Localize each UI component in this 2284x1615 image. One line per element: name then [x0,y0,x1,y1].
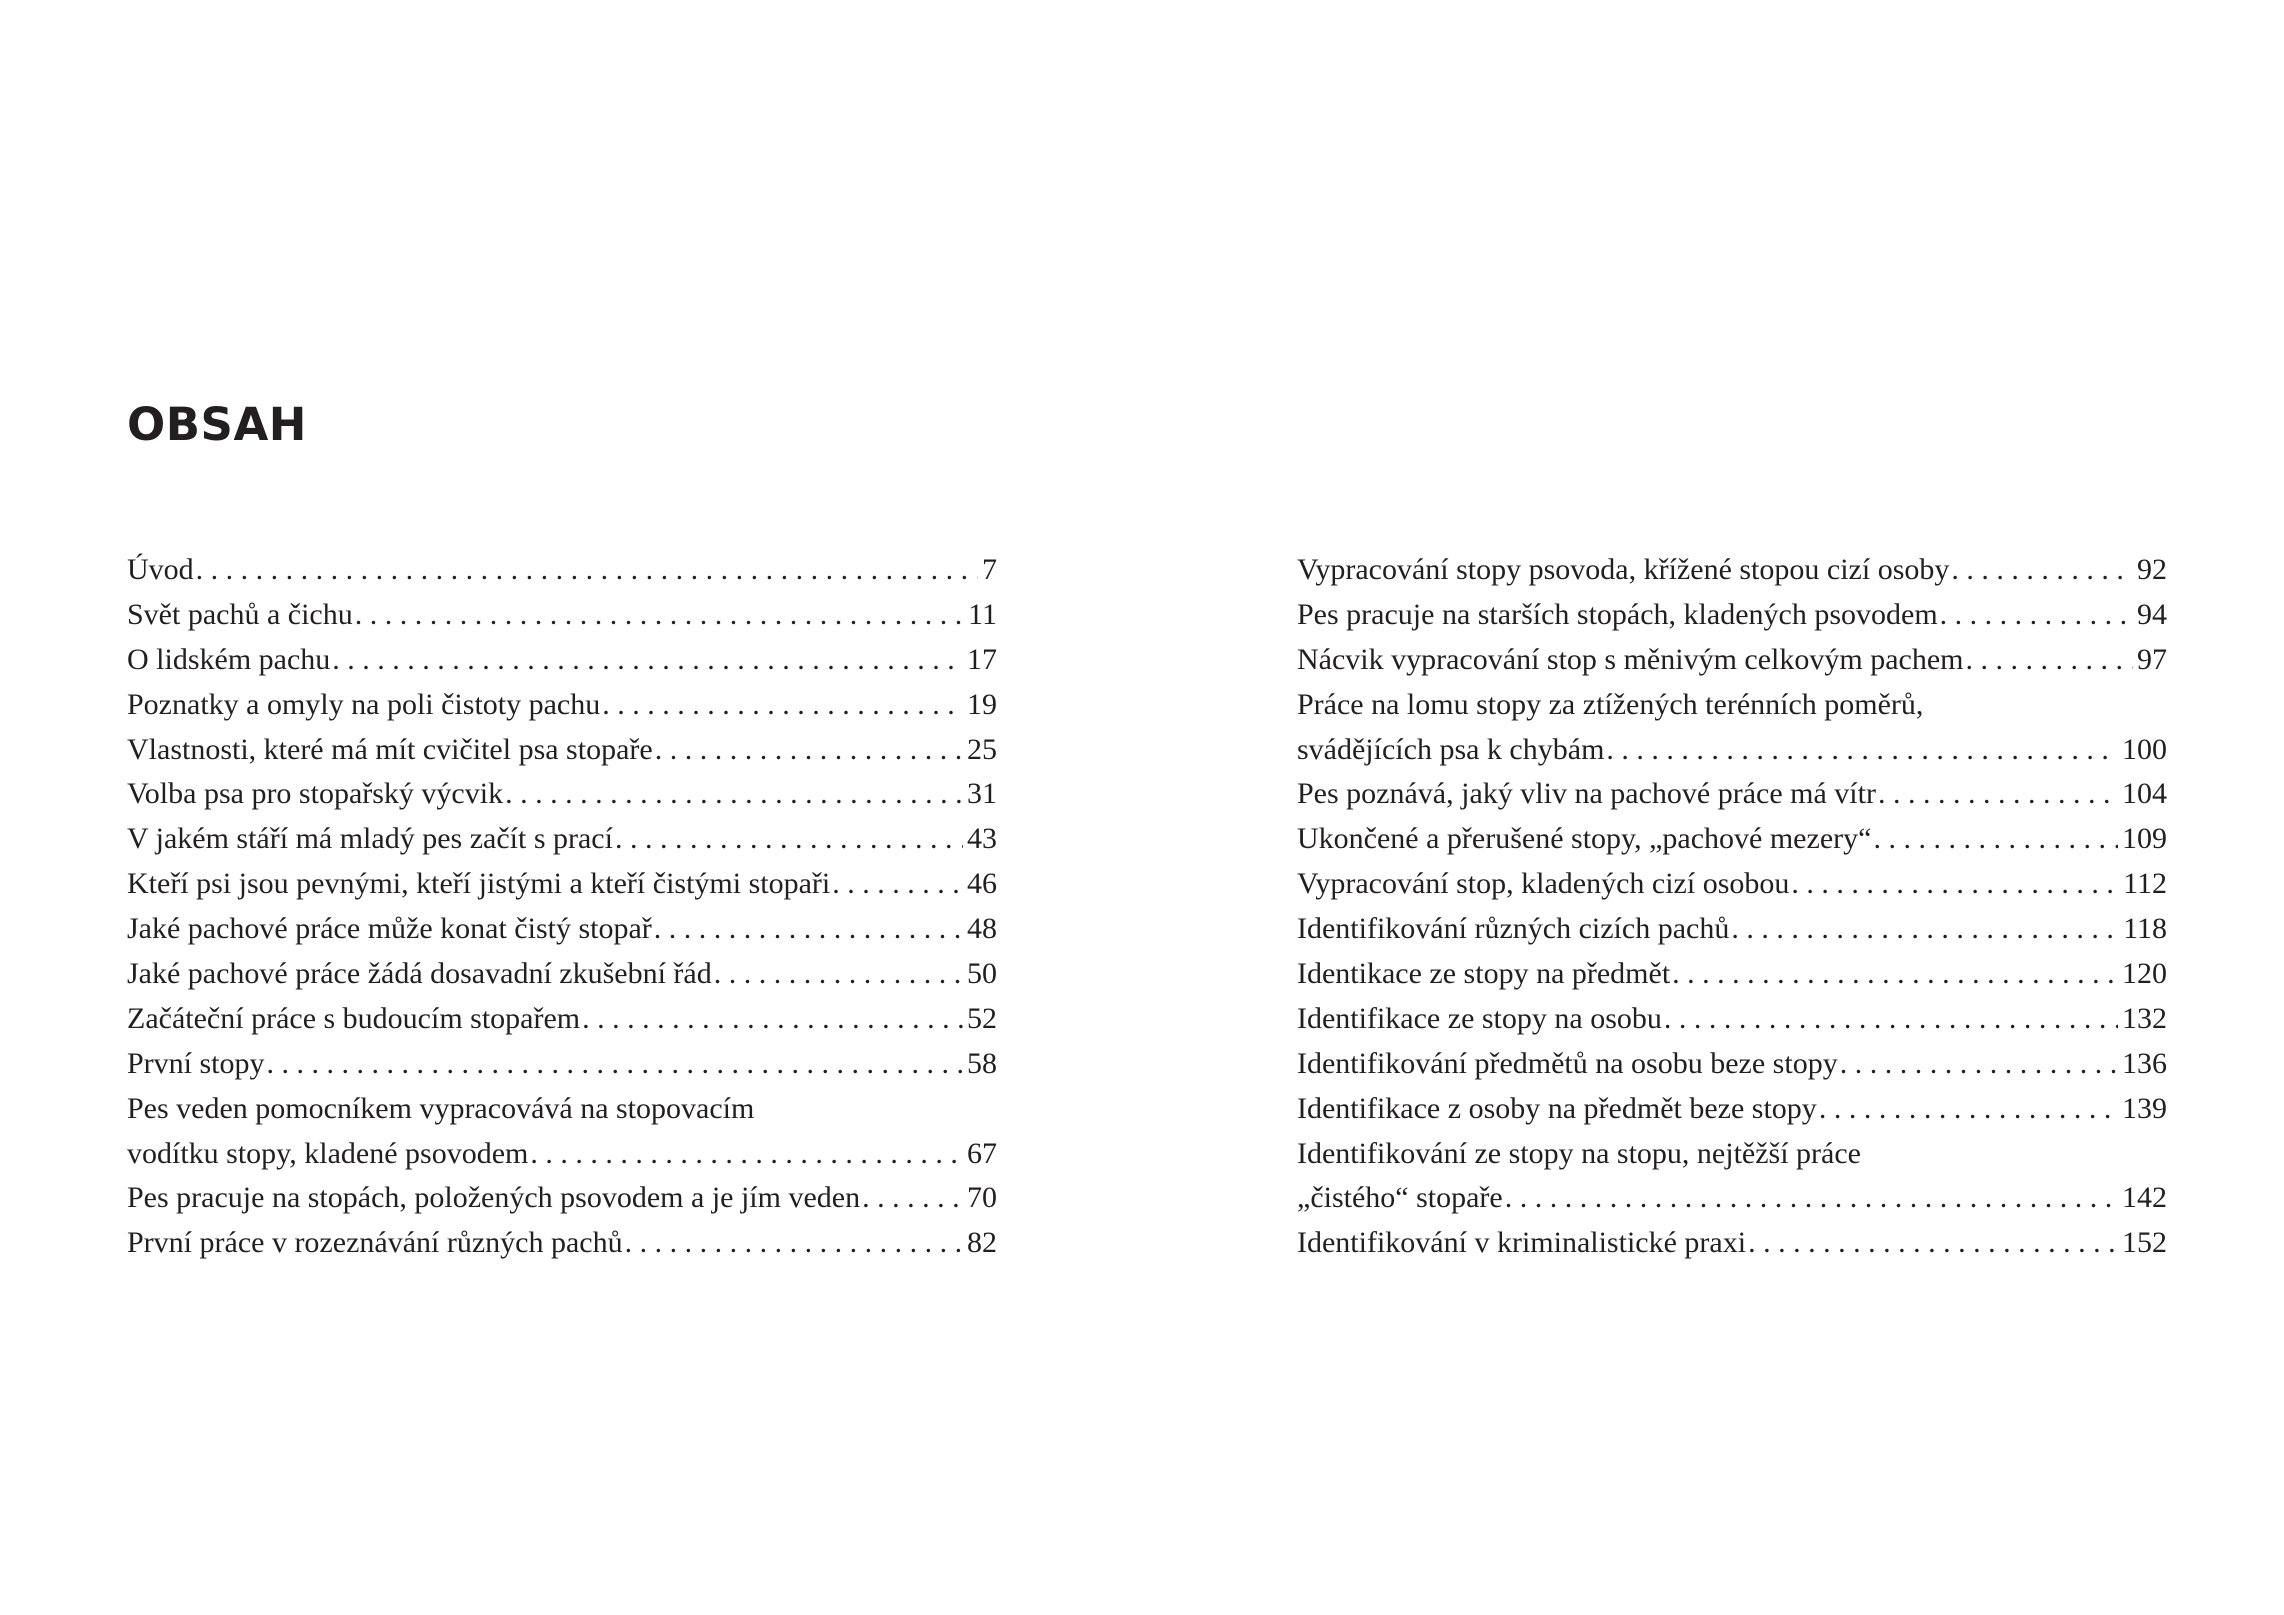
dot-leader [267,1042,963,1087]
dot-leader [332,638,963,683]
dot-leader [1819,1087,2118,1132]
toc-entry [127,952,997,997]
dot-leader [1664,997,2118,1042]
toc-entry-page-number: 52 [967,1001,997,1035]
toc-entry [127,1087,997,1177]
dot-leader [1731,907,2119,952]
toc-entry-title: Kteří psi jsou pevnými, kteří jistými a kteří čistými stopaři [127,867,831,901]
toc-entry-title: vodítku stopy, kladené psovodem [127,1136,529,1170]
toc-entry-page-number: 70 [967,1181,997,1215]
dot-leader [1940,593,2133,638]
toc-entry [1297,817,2167,862]
toc-entry-line [127,907,997,952]
toc-entry-page-number: 58 [967,1046,997,1080]
toc-entry [127,1221,997,1266]
dot-leader [1791,862,2119,907]
toc-entry-title: Úvod [127,553,194,586]
toc-entry-page-number: 94 [2137,597,2167,631]
toc-entry-page-number: 31 [967,777,997,811]
toc-entry [127,683,997,728]
dot-leader [505,772,963,817]
toc-entry-title: Pes poznává, jaký vliv na pachové práce má vítr [1297,777,1876,811]
toc-entry-line [127,997,997,1042]
toc-entry-page-number: 82 [967,1226,997,1260]
toc-entry [127,817,997,862]
toc-entry-title-first-line: Práce na lomu stopy za ztížených terénních poměrů, [1297,687,1924,721]
toc-entry-title: Identifikace ze stopy na osobu [1297,1001,1662,1035]
toc-entry-title: Ukončené a přerušené stopy, „pachové mezery“ [1297,822,1872,856]
toc-entry-line [1297,862,2167,907]
toc-entry-title: První stopy [127,1046,265,1080]
toc-entry-line [1297,1087,2167,1132]
toc-entry-page-number: 139 [2122,1091,2167,1125]
toc-entry-title: Jaké pachové práce může konat čistý stopař [127,912,652,946]
dot-leader [1672,952,2118,997]
toc-entry [127,1042,997,1087]
toc-entry-page-number: 132 [2122,1001,2167,1035]
toc-entry-page-number: 17 [967,642,997,676]
toc-entry-line [127,1176,997,1221]
toc-entry-title: svádějících psa k chybám [1297,732,1605,766]
toc-entry-title: Identifikování předmětů na osobu beze stopy [1297,1046,1838,1080]
toc-left-column [127,548,997,1266]
toc-entry-line [1297,1221,2167,1266]
toc-entry [127,593,997,638]
toc-entry-title: Identifikování různých cizích pachů [1297,912,1730,946]
toc-entry-title: Pes pracuje na starších stopách, kladených psovodem [1297,597,1938,631]
toc-entry-title: Nácvik vypracování stop s měnivým celkovým pachem [1297,642,1964,676]
toc-entry-line [127,548,997,593]
toc-entry [127,772,997,817]
toc-entry-title-first-line: Pes veden pomocníkem vypracovává na stopovacím [127,1091,755,1125]
toc-entry-title: V jakém stáří má mladý pes začít s prací [127,822,613,856]
dot-leader [1878,772,2118,817]
toc-entry-page-number: 142 [2122,1181,2167,1215]
dot-leader [654,907,963,952]
toc-entry [1297,997,2167,1042]
toc-entry-title: Svět pachů a čichu [127,597,353,631]
toc-entry-line [1297,772,2167,817]
toc-entry-line [127,1042,997,1087]
toc-entry-line [1297,593,2167,638]
toc-entry-page-number: 152 [2122,1226,2167,1260]
toc-entry [1297,1221,2167,1266]
dot-leader [602,683,963,728]
toc-entry-page-number: 7 [982,553,997,586]
toc-entry-page-number: 48 [967,912,997,946]
dot-leader [1606,728,2118,773]
toc-entry-page-number: 120 [2122,957,2167,991]
toc-entry-page-number: 118 [2123,912,2167,946]
dot-leader [615,817,963,862]
toc-entry-page-number: 46 [967,867,997,901]
dot-leader [530,1132,963,1177]
toc-entry [127,548,997,593]
toc-entry-page-number: 100 [2122,732,2167,766]
toc-entry-page-number: 11 [968,597,997,631]
toc-entry-title: Identifikování v kriminalistické praxi [1297,1226,1747,1260]
toc-entry-title: Poznatky a omyly na poli čistoty pachu [127,687,601,721]
toc-entry-title: Identifikace z osoby na předmět beze stopy [1297,1091,1817,1125]
toc-entry [1297,952,2167,997]
toc-entry-line [1297,1176,2167,1221]
toc-entry-line [127,817,997,862]
toc-entry-title: „čistého“ stopaře [1297,1181,1503,1215]
toc-entry-page-number: 25 [967,732,997,766]
toc-entry-page-number: 112 [2123,867,2167,901]
toc-entry-title: První práce v rozeznávání různých pachů [127,1226,623,1260]
toc-entry-line [127,728,997,773]
toc-entry-line [127,593,997,638]
toc-entry-title: Jaké pachové práce žádá dosavadní zkušební řád [127,957,712,991]
page-title: OBSAH [127,398,307,451]
toc-entry-line [127,862,997,907]
toc-entry-line [127,1221,997,1266]
toc-entry-line [127,1132,997,1177]
toc-entry-title: Začáteční práce s budoucím stopařem [127,1001,581,1035]
dot-leader [655,728,963,773]
dot-leader [196,548,978,593]
toc-entry [1297,1132,2167,1222]
toc-entry [1297,638,2167,683]
dot-leader [1873,817,2118,862]
toc-entry [127,862,997,907]
toc-entry [1297,593,2167,638]
toc-entry [1297,1087,2167,1132]
toc-entry [127,907,997,952]
toc-entry-page-number: 97 [2137,642,2167,676]
toc-entry-line [127,683,997,728]
toc-entry-page-number: 104 [2122,777,2167,811]
toc-entry-line [1297,997,2167,1042]
toc-entry-line [1297,952,2167,997]
toc-entry-title: Pes pracuje na stopách, položených psovodem a je jím veden [127,1181,861,1215]
dot-leader [1505,1176,2118,1221]
toc-entry-page-number: 19 [967,687,997,721]
dot-leader [1748,1221,2118,1266]
dot-leader [355,593,964,638]
toc-entry [1297,548,2167,593]
toc-entry-title: Vypracování stop, kladených cizí osobou [1297,867,1790,901]
toc-entry-title: Volba psa pro stopařský výcvik [127,777,504,811]
toc-entry-line [1297,548,2167,593]
toc-entry-line [1297,638,2167,683]
toc-entry [127,997,997,1042]
toc-entry-line [127,952,997,997]
toc-entry [127,638,997,683]
toc-entry [1297,862,2167,907]
dot-leader [1951,548,2133,593]
dot-leader [832,862,963,907]
toc-entry-line [1297,728,2167,773]
dot-leader [582,997,963,1042]
toc-entry-page-number: 92 [2137,553,2167,586]
dot-leader [862,1176,963,1221]
dot-leader [625,1221,963,1266]
toc-entry-line [1297,907,2167,952]
toc-entry-line [1297,817,2167,862]
toc-entry-page-number: 50 [967,957,997,991]
toc-entry-line [1297,1042,2167,1087]
toc-entry [127,1176,997,1221]
toc-entry [127,728,997,773]
toc-entry-page-number: 109 [2122,822,2167,856]
toc-entry-title: Vlastnosti, které má mít cvičitel psa stopaře [127,732,653,766]
toc-entry [1297,907,2167,952]
toc-entry-title: O lidském pachu [127,642,331,676]
dot-leader [714,952,963,997]
toc-entry-line [127,772,997,817]
toc-entry [1297,772,2167,817]
toc-entry-page-number: 43 [967,822,997,856]
dot-leader [1966,638,2134,683]
toc-entry-title: Vypracování stopy psovoda, křížené stopou cizí osoby [1297,553,1950,586]
toc-entry-title-first-line: Identifikování ze stopy na stopu, nejtěžší práce [1297,1136,1861,1170]
dot-leader [1840,1042,2118,1087]
toc-entry [1297,683,2167,773]
toc-entry [1297,1042,2167,1087]
toc-entry-page-number: 136 [2122,1046,2167,1080]
toc-entry-page-number: 67 [967,1136,997,1170]
toc-entry-title: Identikace ze stopy na předmět [1297,957,1671,991]
toc-right-column [1297,548,2167,1266]
toc-entry-line [127,638,997,683]
